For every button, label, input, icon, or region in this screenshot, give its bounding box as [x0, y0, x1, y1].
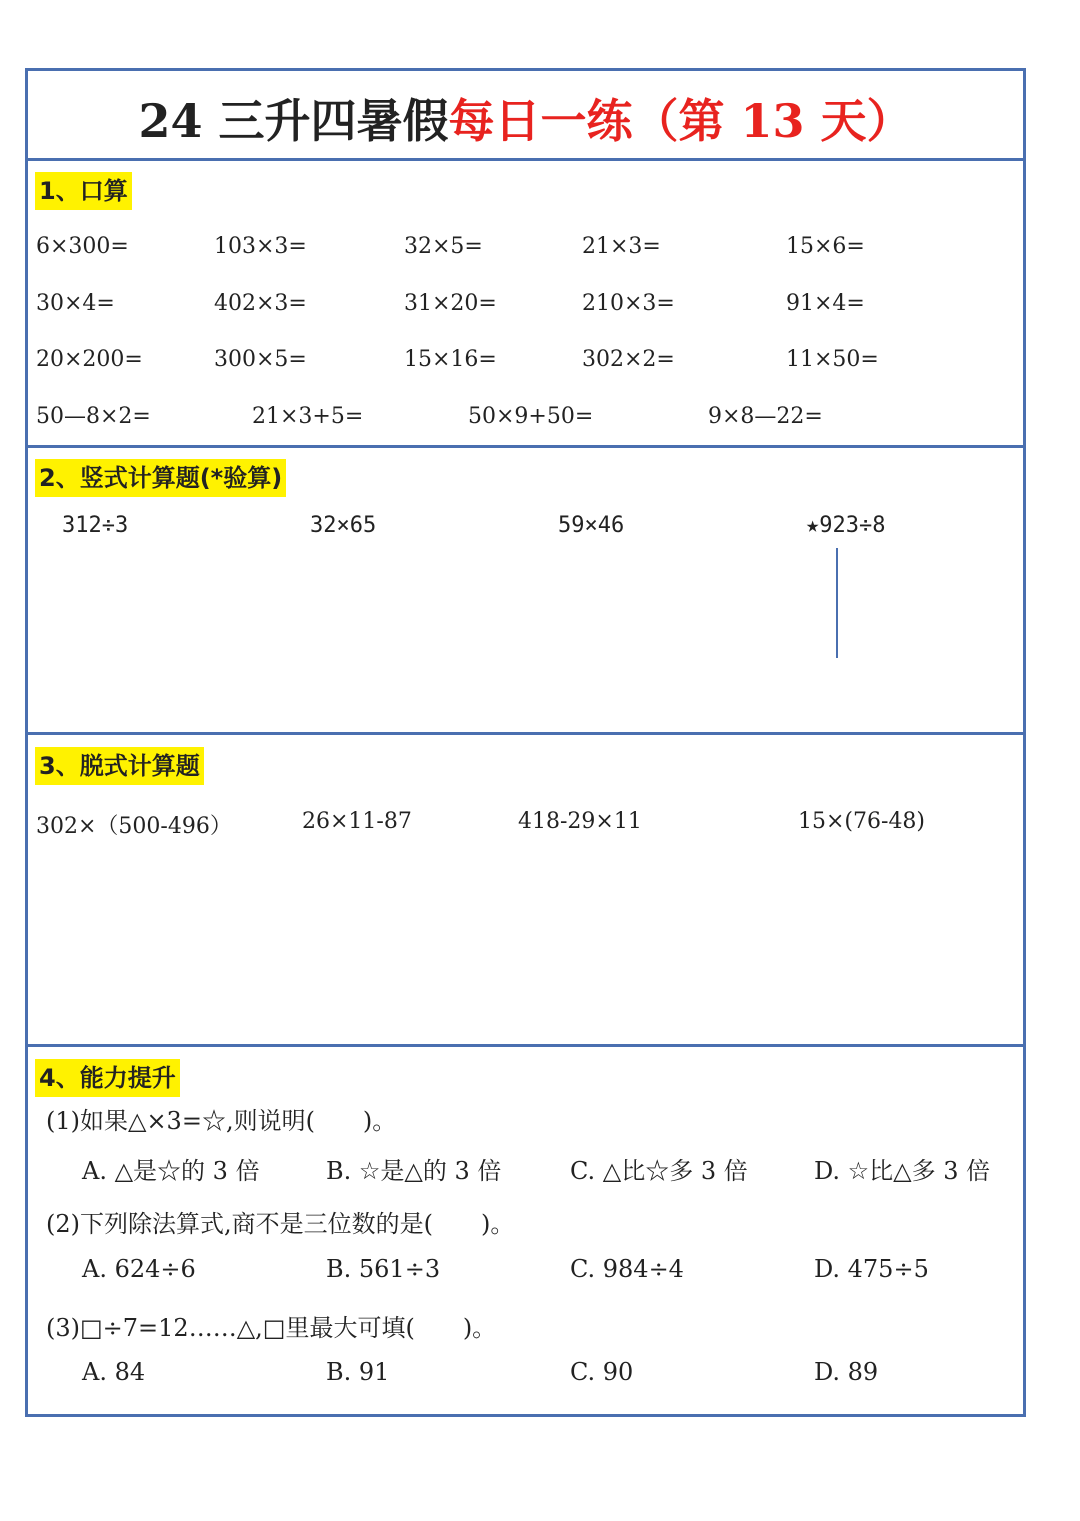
question-stem: (1)如果△×3=☆,则说明( )。 — [46, 1107, 397, 1135]
oral-item: 15×16= — [404, 347, 497, 372]
option-b: B. 91 — [326, 1358, 390, 1386]
divider — [28, 732, 1023, 735]
vertical-calc-item: 59×46 — [558, 513, 625, 538]
oral-item: 20×200= — [36, 347, 143, 372]
option-d: D. ☆比△多 3 倍 — [814, 1157, 991, 1185]
option-b: B. 561÷3 — [326, 1255, 441, 1283]
title-prefix: 24 三升四暑假 — [138, 94, 449, 148]
oral-item: 402×3= — [214, 291, 307, 316]
worksheet — [25, 68, 1026, 1417]
stepwise-calc-item: 26×11-87 — [302, 809, 412, 834]
vertical-calc-item: 312÷3 — [62, 513, 129, 538]
vertical-calc-item: 32×65 — [310, 513, 377, 538]
oral-item: 11×50= — [786, 347, 879, 372]
oral-item: 21×3= — [582, 234, 661, 259]
oral-item: 50—8×2= — [36, 404, 151, 429]
section-1-heading: 1、口算 — [35, 172, 132, 210]
section-4-heading: 4、能力提升 — [35, 1059, 180, 1097]
vertical-rule — [836, 548, 838, 658]
oral-item: 302×2= — [582, 347, 675, 372]
oral-item: 210×3= — [582, 291, 675, 316]
oral-item: 50×9+50= — [468, 404, 594, 429]
divider — [28, 1044, 1023, 1047]
question-stem: (3)□÷7=12……△,□里最大可填( )。 — [46, 1314, 497, 1342]
oral-item: 9×8—22= — [708, 404, 823, 429]
oral-item: 30×4= — [36, 291, 115, 316]
section-3-heading: 3、脱式计算题 — [35, 747, 204, 785]
stepwise-calc-item: 302×（500-496） — [36, 814, 232, 839]
divider — [28, 445, 1023, 448]
oral-item: 6×300= — [36, 234, 129, 259]
option-b: B. ☆是△的 3 倍 — [326, 1157, 502, 1185]
oral-item: 300×5= — [214, 347, 307, 372]
option-c: C. 90 — [570, 1358, 634, 1386]
title-highlight: 每日一练（第 13 天） — [448, 94, 913, 148]
oral-item: 21×3+5= — [252, 404, 364, 429]
oral-item: 91×4= — [786, 291, 865, 316]
option-a: A. △是☆的 3 倍 — [82, 1157, 260, 1185]
option-d: D. 89 — [814, 1358, 879, 1386]
page-title — [28, 81, 1023, 161]
oral-item: 31×20= — [404, 291, 497, 316]
oral-item: 15×6= — [786, 234, 865, 259]
option-a: A. 84 — [82, 1358, 146, 1386]
vertical-calc-item: ★923÷8 — [806, 513, 886, 538]
stepwise-calc-item: 418-29×11 — [518, 809, 642, 834]
divider — [28, 158, 1023, 161]
option-a: A. 624÷6 — [82, 1255, 196, 1283]
oral-item: 32×5= — [404, 234, 483, 259]
option-c: C. △比☆多 3 倍 — [570, 1157, 748, 1185]
oral-item: 103×3= — [214, 234, 307, 259]
option-d: D. 475÷5 — [814, 1255, 929, 1283]
stepwise-calc-item: 15×(76-48) — [798, 809, 926, 834]
question-stem: (2)下列除法算式,商不是三位数的是( )。 — [46, 1210, 515, 1238]
option-c: C. 984÷4 — [570, 1255, 684, 1283]
section-2-heading: 2、竖式计算题(*验算) — [35, 459, 286, 497]
